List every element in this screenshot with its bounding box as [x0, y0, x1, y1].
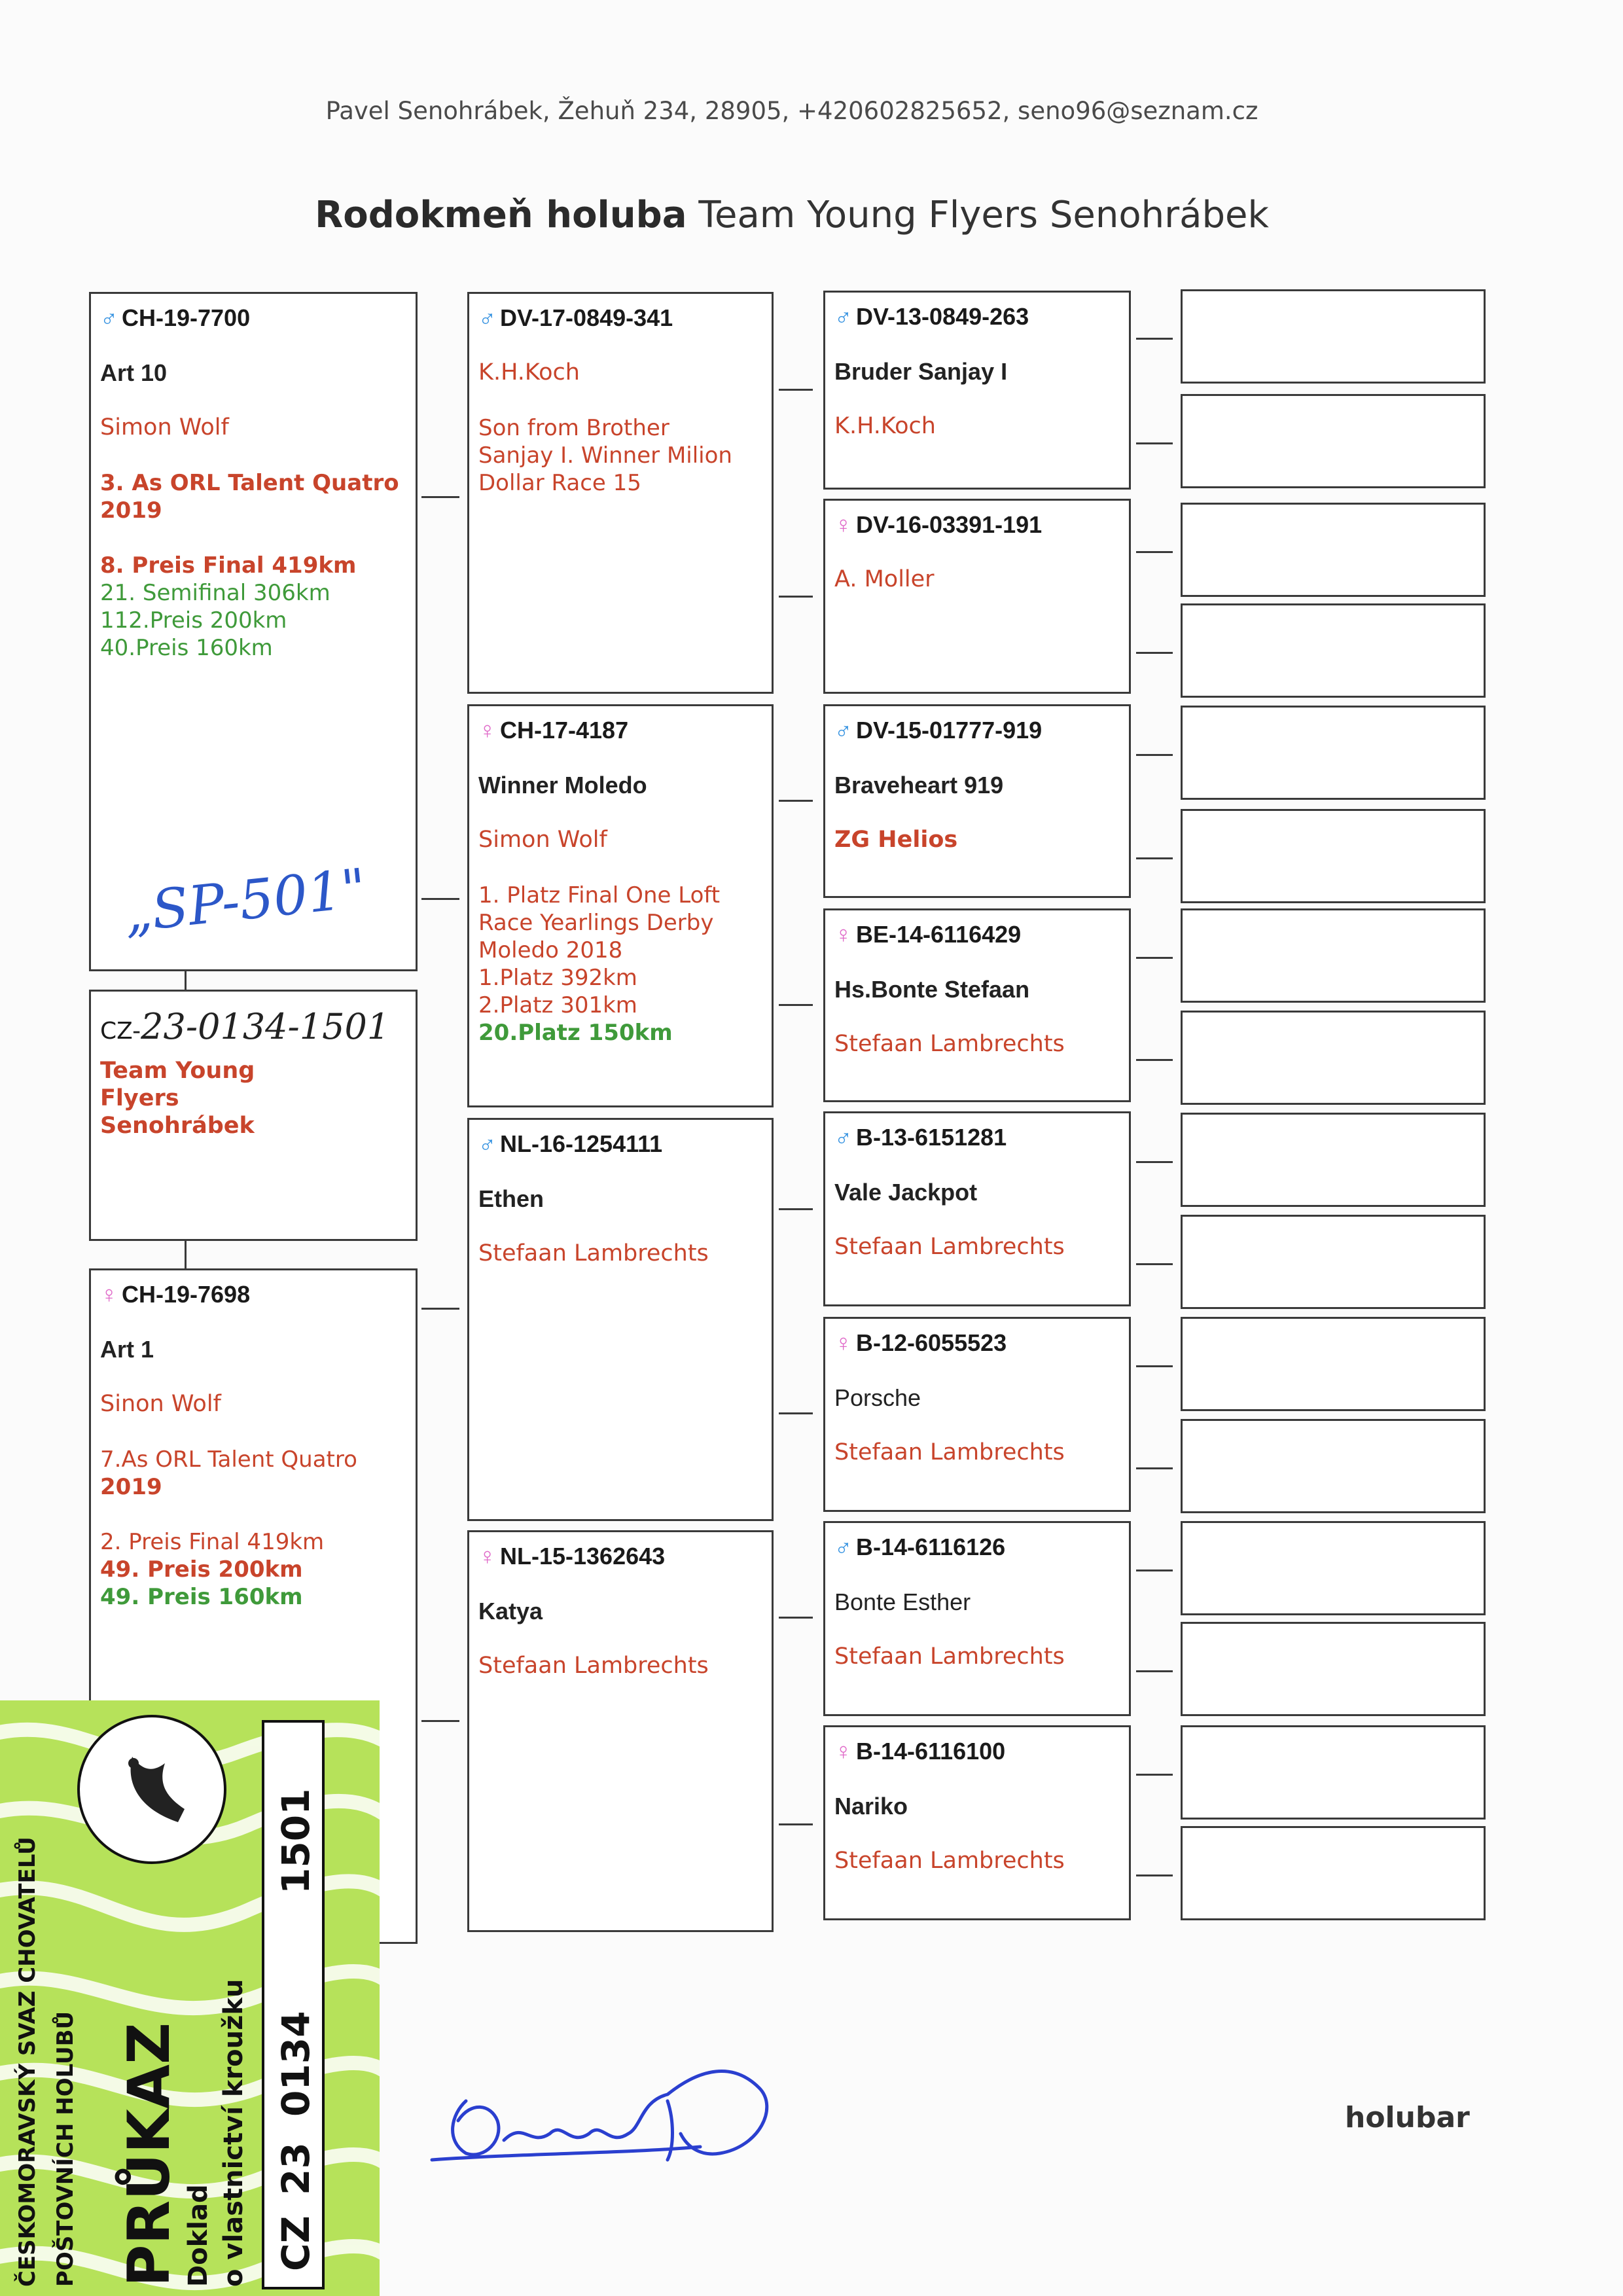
- subject-ring-prefix: CZ-: [100, 1018, 141, 1045]
- male-icon: ♂: [834, 303, 852, 330]
- male-icon: ♂: [478, 1130, 496, 1157]
- gen2-breeder: Stefaan Lambrechts: [478, 1653, 709, 1679]
- gen2-breeder: Simon Wolf: [478, 827, 607, 853]
- gen3-breeder: Stefaan Lambrechts: [834, 1031, 1065, 1057]
- female-icon: ♀: [834, 511, 852, 538]
- gen4-empty-box: [1181, 503, 1486, 597]
- gen3-ring: ♀ B-12-6055523: [834, 1329, 1007, 1356]
- gen2-name: Ethen: [478, 1185, 544, 1212]
- bird-icon: [80, 1717, 224, 1861]
- page-title: [0, 194, 1584, 236]
- sire-result: 3. As ORL Talent Quatro: [100, 470, 399, 496]
- card-org-line2: POŠTOVNÍCH HOLUBŮ: [52, 2011, 79, 2287]
- gen3-ring: ♀ B-14-6116100: [834, 1738, 1006, 1765]
- gen4-empty-box: [1181, 1113, 1486, 1207]
- female-icon: ♀: [478, 1543, 496, 1570]
- connector: [1136, 1774, 1173, 1776]
- dam-result: 7.As ORL Talent Quatro: [100, 1446, 357, 1473]
- connector: [779, 1823, 813, 1825]
- gen2-note: Dollar Race 15: [478, 470, 641, 496]
- gen2-note: 1.Platz 392km: [478, 965, 637, 991]
- gen2-note: Race Yearlings Derby: [478, 910, 714, 936]
- card-title: PRŮKAZ: [115, 2022, 183, 2287]
- sire-result: 2019: [100, 497, 162, 524]
- dam-ring: ♀ CH-19-7698: [100, 1281, 251, 1308]
- gen3-box: [823, 291, 1131, 490]
- gen3-name: Bonte Esther: [834, 1588, 971, 1615]
- card-subtitle1: Doklad: [183, 2184, 213, 2287]
- gen3-breeder: K.H.Koch: [834, 413, 936, 439]
- sire-result: 8. Preis Final 419km: [100, 552, 357, 579]
- gen4-empty-box: [1181, 706, 1486, 800]
- contact-header: Pavel Senohrábek, Žehuň 234, 28905, +420602825652, seno96@seznam.cz: [325, 97, 1258, 125]
- gen4-empty-box: [1181, 809, 1486, 903]
- gen2-box: [467, 292, 774, 694]
- gen2-box: [467, 1118, 774, 1521]
- title-normal: Team Young Flyers Senohrábek: [698, 194, 1269, 236]
- gen3-ring: ♂ B-13-6151281: [834, 1124, 1007, 1151]
- connector: [779, 389, 813, 391]
- gen3-box: [823, 1521, 1131, 1716]
- connector: [1136, 338, 1173, 340]
- connector: [1136, 754, 1173, 756]
- gen3-box: [823, 1317, 1131, 1512]
- gen3-breeder: Stefaan Lambrechts: [834, 1439, 1065, 1465]
- gen4-empty-box: [1181, 1725, 1486, 1820]
- sire-ring: ♂ CH-19-7700: [100, 304, 251, 331]
- gen4-empty-box: [1181, 1521, 1486, 1615]
- gen2-name: Winner Moledo: [478, 772, 647, 798]
- gen2-breeder: Stefaan Lambrechts: [478, 1240, 709, 1266]
- connector: [1136, 551, 1173, 553]
- gen3-breeder: Stefaan Lambrechts: [834, 1643, 1065, 1670]
- gen3-name: Nariko: [834, 1793, 908, 1820]
- card-org-line1: ČESKOMORAVSKÝ SVAZ CHOVATELŮ: [14, 1837, 41, 2287]
- connector: [1136, 857, 1173, 859]
- connector: [421, 898, 459, 900]
- connector: [185, 971, 187, 990]
- gen2-ring: ♀ CH-17-4187: [478, 717, 629, 744]
- gen3-box: [823, 1111, 1131, 1306]
- signature-image: [393, 1990, 864, 2186]
- gen4-empty-box: [1181, 289, 1486, 384]
- title-bold: Rodokmeň holuba: [315, 194, 687, 236]
- female-icon: ♀: [478, 717, 496, 744]
- gen2-note: 2.Platz 301km: [478, 992, 637, 1018]
- sire-breeder: Simon Wolf: [100, 414, 229, 440]
- gen3-box: [823, 704, 1131, 898]
- connector: [1136, 1570, 1173, 1571]
- subject-ring: [100, 1006, 389, 1047]
- sire-result: 112.Preis 200km: [100, 607, 287, 634]
- gen4-empty-box: [1181, 1419, 1486, 1513]
- male-icon: ♂: [834, 1124, 852, 1151]
- connector: [1136, 442, 1173, 444]
- connector: [185, 1241, 187, 1268]
- subject-loft: Team Young Flyers Senohrábek: [100, 1058, 255, 1139]
- gen3-name: Porsche: [834, 1384, 921, 1411]
- female-icon: ♀: [834, 921, 852, 948]
- gen3-name: Vale Jackpot: [834, 1179, 978, 1206]
- gen4-empty-box: [1181, 1622, 1486, 1716]
- gen2-note: Moledo 2018: [478, 937, 623, 963]
- connector: [421, 496, 459, 498]
- gen3-name: Braveheart 919: [834, 772, 1004, 798]
- subject-box: [89, 990, 418, 1241]
- gen3-breeder: A. Moller: [834, 566, 935, 592]
- card-rotated-content: [0, 1700, 380, 2296]
- male-icon: ♂: [834, 717, 852, 744]
- sire-box: [89, 292, 418, 971]
- subject-ring-handwritten: 23-0134-1501: [141, 1006, 390, 1047]
- gen2-box: [467, 704, 774, 1107]
- card-ring-year: 23: [274, 2142, 318, 2195]
- handwritten-nickname: „SP-501": [121, 857, 370, 945]
- connector: [1136, 1874, 1173, 1876]
- card-ring-number: 1501: [274, 1788, 318, 1894]
- gen3-breeder: Stefaan Lambrechts: [834, 1234, 1065, 1260]
- gen3-ring: ♂ DV-13-0849-263: [834, 303, 1029, 330]
- sire-result: 40.Preis 160km: [100, 635, 273, 661]
- dam-result: 2. Preis Final 419km: [100, 1529, 325, 1555]
- gen3-ring: ♀ DV-16-03391-191: [834, 511, 1043, 538]
- connector: [779, 596, 813, 598]
- gen2-ring: ♀ NL-15-1362643: [478, 1543, 666, 1570]
- connector: [779, 1004, 813, 1006]
- sire-result: 21. Semifinal 306km: [100, 580, 330, 606]
- gen3-ring: ♂ DV-15-01777-919: [834, 717, 1043, 744]
- sire-name: Art 10: [100, 359, 168, 386]
- gen3-box: [823, 908, 1131, 1102]
- gen3-box: [823, 499, 1131, 694]
- connector: [1136, 1365, 1173, 1367]
- dam-result: 2019: [100, 1474, 162, 1500]
- gen4-empty-box: [1181, 908, 1486, 1003]
- gen3-box: [823, 1725, 1131, 1920]
- female-icon: ♀: [100, 1281, 118, 1308]
- card-stamp: [77, 1715, 226, 1864]
- gen2-name: Katya: [478, 1598, 543, 1624]
- gen4-empty-box: [1181, 603, 1486, 698]
- female-icon: ♀: [834, 1329, 852, 1356]
- male-icon: ♂: [100, 304, 118, 331]
- connector: [1136, 1467, 1173, 1469]
- dam-result: 49. Preis 160km: [100, 1584, 303, 1610]
- connector: [779, 1208, 813, 1210]
- card-ring-country: CZ: [274, 2215, 318, 2271]
- gen4-empty-box: [1181, 1317, 1486, 1411]
- gen2-box: [467, 1530, 774, 1932]
- female-icon: ♀: [834, 1738, 852, 1765]
- card-subtitle2: o vlastnictví kroužku: [219, 1979, 249, 2287]
- dam-breeder: Sinon Wolf: [100, 1391, 221, 1417]
- dam-name: Art 1: [100, 1336, 154, 1363]
- male-icon: ♂: [478, 304, 496, 331]
- gen2-ring: ♂ NL-16-1254111: [478, 1130, 663, 1157]
- gen2-ring: ♂ DV-17-0849-341: [478, 304, 673, 331]
- gen2-note: Sanjay I. Winner Milion: [478, 442, 732, 469]
- connector: [421, 1308, 459, 1310]
- dam-result: 49. Preis 200km: [100, 1556, 303, 1583]
- connector: [1136, 957, 1173, 959]
- male-icon: ♂: [834, 1534, 852, 1560]
- card-ring-series: 0134: [274, 2011, 318, 2117]
- connector: [779, 1412, 813, 1414]
- connector: [1136, 1263, 1173, 1265]
- ring-ownership-card: [0, 1700, 380, 2296]
- connector: [1136, 1059, 1173, 1061]
- gen2-note: 1. Platz Final One Loft: [478, 882, 721, 908]
- connector: [779, 800, 813, 802]
- connector: [421, 1720, 459, 1722]
- gen3-name: Hs.Bonte Stefaan: [834, 976, 1030, 1003]
- gen2-note: 20.Platz 150km: [478, 1020, 673, 1046]
- connector: [1136, 1670, 1173, 1672]
- gen4-empty-box: [1181, 394, 1486, 488]
- connector: [1136, 1161, 1173, 1163]
- gen3-ring: ♀ BE-14-6116429: [834, 921, 1022, 948]
- holubar-logo: holubar: [1345, 2101, 1470, 2134]
- gen4-empty-box: [1181, 1215, 1486, 1309]
- gen2-note: Son from Brother: [478, 415, 669, 441]
- gen2-name: K.H.Koch: [478, 359, 580, 386]
- gen3-ring: ♂ B-14-6116126: [834, 1534, 1006, 1560]
- gen3-breeder: Stefaan Lambrechts: [834, 1848, 1065, 1874]
- connector: [779, 1617, 813, 1619]
- gen4-empty-box: [1181, 1826, 1486, 1920]
- card-ring-number-box: [262, 1720, 325, 2289]
- connector: [1136, 652, 1173, 654]
- gen3-name: Bruder Sanjay I: [834, 358, 1008, 385]
- gen4-empty-box: [1181, 1011, 1486, 1105]
- gen3-breeder: ZG Helios: [834, 827, 958, 853]
